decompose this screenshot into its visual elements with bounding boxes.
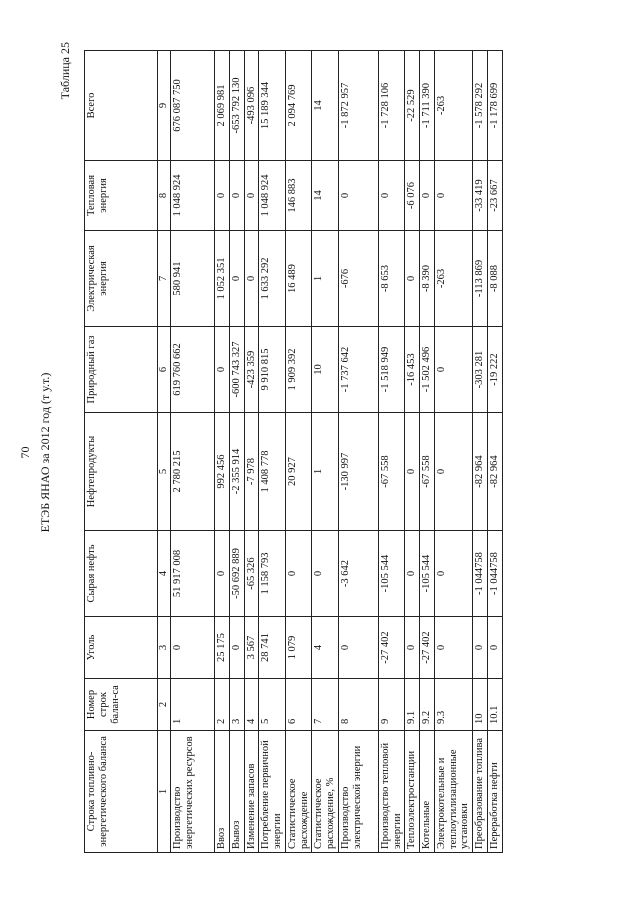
cell-oil-products: -7 978 bbox=[244, 413, 259, 531]
row-label: Потребление первичной энергии bbox=[259, 731, 286, 853]
cell-coal: 0 bbox=[229, 617, 244, 679]
cell-coal: 1 079 bbox=[285, 617, 312, 679]
cell-crude-oil: 0 bbox=[215, 531, 230, 617]
column-header: Тепловая энергия bbox=[85, 161, 158, 231]
cell-natural-gas: 0 bbox=[434, 327, 472, 413]
cell-crude-oil: -50 692 889 bbox=[229, 531, 244, 617]
cell-coal: 0 bbox=[338, 617, 378, 679]
cell-oil-products: -2 355 914 bbox=[229, 413, 244, 531]
cell-total: -1 728 106 bbox=[378, 51, 405, 161]
column-number: 9 bbox=[158, 51, 171, 161]
cell-heat: -33 419 bbox=[473, 161, 488, 231]
row-code: 10.1 bbox=[487, 679, 502, 731]
cell-coal: 25 175 bbox=[215, 617, 230, 679]
row-label: Производство тепловой энергии bbox=[378, 731, 405, 853]
cell-natural-gas: -423 359 bbox=[244, 327, 259, 413]
cell-crude-oil: -1 044758 bbox=[473, 531, 488, 617]
cell-electricity: 0 bbox=[244, 231, 259, 327]
column-number: 1 bbox=[158, 731, 171, 853]
cell-total: -1 178 699 bbox=[487, 51, 502, 161]
cell-heat: 0 bbox=[420, 161, 435, 231]
column-number: 6 bbox=[158, 327, 171, 413]
row-code: 2 bbox=[215, 679, 230, 731]
row-code: 4 bbox=[244, 679, 259, 731]
table-row bbox=[171, 51, 215, 853]
cell-oil-products: -67 558 bbox=[378, 413, 405, 531]
row-label: Теплоэлектростанции bbox=[405, 731, 420, 853]
cell-oil-products: 992 456 bbox=[215, 413, 230, 531]
table-row bbox=[285, 51, 312, 853]
table-row bbox=[420, 51, 435, 853]
row-label: Преобразование топлива bbox=[473, 731, 488, 853]
cell-crude-oil: -3 642 bbox=[338, 531, 378, 617]
row-code: 10 bbox=[473, 679, 488, 731]
column-number-row bbox=[158, 51, 171, 853]
row-code: 9 bbox=[378, 679, 405, 731]
cell-total: 2 094 769 bbox=[285, 51, 312, 161]
cell-coal: 0 bbox=[171, 617, 215, 679]
cell-oil-products: -67 558 bbox=[420, 413, 435, 531]
cell-heat: -6 076 bbox=[405, 161, 420, 231]
cell-total: -1 872 957 bbox=[338, 51, 378, 161]
cell-oil-products: -130 997 bbox=[338, 413, 378, 531]
row-label: Переработка нефти bbox=[487, 731, 502, 853]
cell-total: 2 069 981 bbox=[215, 51, 230, 161]
cell-crude-oil: -65 326 bbox=[244, 531, 259, 617]
cell-electricity: -8 390 bbox=[420, 231, 435, 327]
cell-electricity: -263 bbox=[434, 231, 472, 327]
cell-heat: 146 883 bbox=[285, 161, 312, 231]
column-header: Строка топливно-энергетического баланса bbox=[85, 731, 158, 853]
row-code: 7 bbox=[312, 679, 339, 731]
cell-electricity: 0 bbox=[405, 231, 420, 327]
cell-crude-oil: 1 158 793 bbox=[259, 531, 286, 617]
cell-natural-gas: -303 281 bbox=[473, 327, 488, 413]
table-row bbox=[338, 51, 378, 853]
cell-total: -1 578 292 bbox=[473, 51, 488, 161]
table-row bbox=[405, 51, 420, 853]
cell-total: 15 189 344 bbox=[259, 51, 286, 161]
cell-electricity: -8 088 bbox=[487, 231, 502, 327]
column-header: Нефтепродукты bbox=[85, 413, 158, 531]
row-code: 5 bbox=[259, 679, 286, 731]
cell-total: -1 711 390 bbox=[420, 51, 435, 161]
column-number: 8 bbox=[158, 161, 171, 231]
cell-electricity: 1 633 292 bbox=[259, 231, 286, 327]
row-label: Производство энергетических ресурсов bbox=[171, 731, 215, 853]
column-number: 4 bbox=[158, 531, 171, 617]
cell-total: 676 087 750 bbox=[171, 51, 215, 161]
cell-heat: 1 048 924 bbox=[171, 161, 215, 231]
cell-electricity: -676 bbox=[338, 231, 378, 327]
header-row bbox=[85, 51, 158, 853]
cell-oil-products: 2 780 215 bbox=[171, 413, 215, 531]
cell-crude-oil: 0 bbox=[405, 531, 420, 617]
row-label: Производство электрической энергии bbox=[338, 731, 378, 853]
cell-crude-oil: -105 544 bbox=[420, 531, 435, 617]
cell-coal: 0 bbox=[473, 617, 488, 679]
row-code: 6 bbox=[285, 679, 312, 731]
page-number: 70 bbox=[18, 446, 32, 459]
cell-total: -22 529 bbox=[405, 51, 420, 161]
cell-electricity: -8 653 bbox=[378, 231, 405, 327]
cell-electricity: 16 489 bbox=[285, 231, 312, 327]
table-row bbox=[378, 51, 405, 853]
cell-total: 14 bbox=[312, 51, 339, 161]
row-code: 9.2 bbox=[420, 679, 435, 731]
column-number: 7 bbox=[158, 231, 171, 327]
cell-oil-products: 0 bbox=[405, 413, 420, 531]
row-label: Вывоз bbox=[229, 731, 244, 853]
row-label: Статистическое расхождение bbox=[285, 731, 312, 853]
table-caption: Таблица 25 bbox=[58, 42, 72, 100]
cell-electricity: 0 bbox=[229, 231, 244, 327]
cell-oil-products: -82 964 bbox=[487, 413, 502, 531]
cell-oil-products: 1 408 778 bbox=[259, 413, 286, 531]
cell-coal: 4 bbox=[312, 617, 339, 679]
cell-heat: 0 bbox=[338, 161, 378, 231]
cell-coal: -27 402 bbox=[378, 617, 405, 679]
cell-heat: 0 bbox=[215, 161, 230, 231]
page-title: ЕТЭБ ЯНАО за 2012 год (т у.т.) bbox=[38, 372, 52, 533]
row-label: Статистическое расхождение, % bbox=[312, 731, 339, 853]
column-number: 2 bbox=[158, 679, 171, 731]
column-header: Всего bbox=[85, 51, 158, 161]
energy-balance-table bbox=[84, 50, 503, 853]
row-code: 8 bbox=[338, 679, 378, 731]
cell-heat: -23 667 bbox=[487, 161, 502, 231]
cell-heat: 0 bbox=[378, 161, 405, 231]
cell-heat: 0 bbox=[434, 161, 472, 231]
column-header: Номер строк балан-са bbox=[85, 679, 158, 731]
cell-heat: 1 048 924 bbox=[259, 161, 286, 231]
row-code: 9.3 bbox=[434, 679, 472, 731]
cell-heat: 0 bbox=[229, 161, 244, 231]
cell-crude-oil: 0 bbox=[434, 531, 472, 617]
row-code: 9.1 bbox=[405, 679, 420, 731]
cell-heat: 14 bbox=[312, 161, 339, 231]
cell-natural-gas: -16 453 bbox=[405, 327, 420, 413]
column-number: 5 bbox=[158, 413, 171, 531]
cell-electricity: -113 869 bbox=[473, 231, 488, 327]
table-row bbox=[487, 51, 502, 853]
cell-coal: 0 bbox=[434, 617, 472, 679]
cell-natural-gas: 619 760 662 bbox=[171, 327, 215, 413]
cell-crude-oil: 0 bbox=[285, 531, 312, 617]
cell-natural-gas: -1 502 496 bbox=[420, 327, 435, 413]
cell-crude-oil: 0 bbox=[312, 531, 339, 617]
row-label: Изменение запасов bbox=[244, 731, 259, 853]
table-row bbox=[215, 51, 230, 853]
cell-oil-products: 0 bbox=[434, 413, 472, 531]
cell-coal: 0 bbox=[405, 617, 420, 679]
row-label: Котельные bbox=[420, 731, 435, 853]
cell-crude-oil: -1 044758 bbox=[487, 531, 502, 617]
table-row bbox=[229, 51, 244, 853]
cell-electricity: 580 941 bbox=[171, 231, 215, 327]
cell-natural-gas: 10 bbox=[312, 327, 339, 413]
cell-crude-oil: 51 917 008 bbox=[171, 531, 215, 617]
cell-coal: -27 402 bbox=[420, 617, 435, 679]
row-label: Электрокотельные и теплоутилизационные установки bbox=[434, 731, 472, 853]
cell-coal: 28 741 bbox=[259, 617, 286, 679]
cell-electricity: 1 bbox=[312, 231, 339, 327]
table-row bbox=[259, 51, 286, 853]
cell-natural-gas: 9 910 815 bbox=[259, 327, 286, 413]
cell-natural-gas: 0 bbox=[215, 327, 230, 413]
cell-coal: 3 567 bbox=[244, 617, 259, 679]
cell-crude-oil: -105 544 bbox=[378, 531, 405, 617]
cell-total: -493 096 bbox=[244, 51, 259, 161]
cell-electricity: 1 052 351 bbox=[215, 231, 230, 327]
row-code: 1 bbox=[171, 679, 215, 731]
cell-natural-gas: -600 743 327 bbox=[229, 327, 244, 413]
cell-heat: 0 bbox=[244, 161, 259, 231]
cell-oil-products: 20 927 bbox=[285, 413, 312, 531]
column-number: 3 bbox=[158, 617, 171, 679]
table-row bbox=[473, 51, 488, 853]
cell-oil-products: 1 bbox=[312, 413, 339, 531]
cell-oil-products: -82 964 bbox=[473, 413, 488, 531]
cell-total: -653 792 130 bbox=[229, 51, 244, 161]
column-header: Сырая нефть bbox=[85, 531, 158, 617]
table-row bbox=[434, 51, 472, 853]
cell-natural-gas: 1 909 392 bbox=[285, 327, 312, 413]
column-header: Уголь bbox=[85, 617, 158, 679]
cell-coal: 0 bbox=[487, 617, 502, 679]
cell-total: -263 bbox=[434, 51, 472, 161]
cell-natural-gas: -1 518 949 bbox=[378, 327, 405, 413]
table-row bbox=[312, 51, 339, 853]
row-label: Ввоз bbox=[215, 731, 230, 853]
table-row bbox=[244, 51, 259, 853]
column-header: Природный газ bbox=[85, 327, 158, 413]
cell-natural-gas: -1 737 642 bbox=[338, 327, 378, 413]
row-code: 3 bbox=[229, 679, 244, 731]
column-header: Электрическая энергия bbox=[85, 231, 158, 327]
cell-natural-gas: -19 222 bbox=[487, 327, 502, 413]
